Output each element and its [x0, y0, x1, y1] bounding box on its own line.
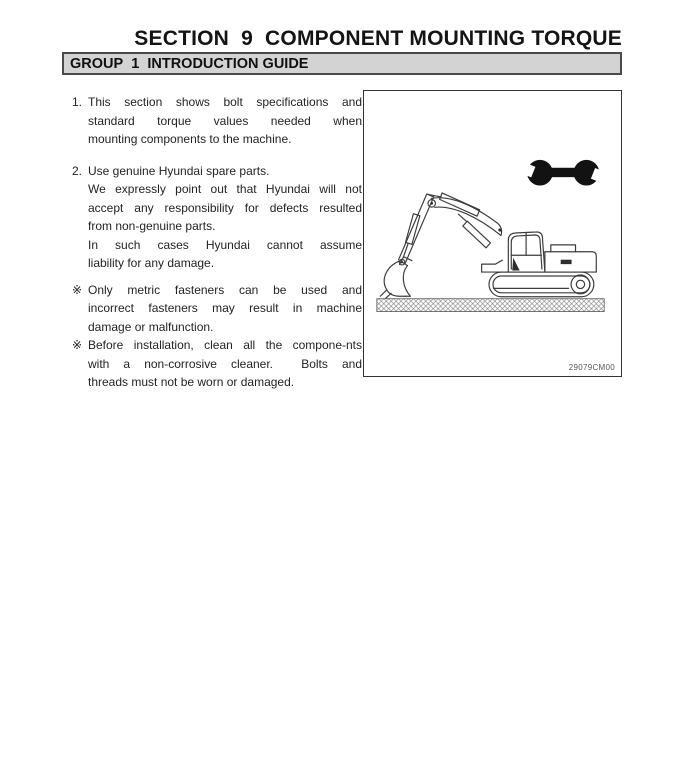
- wrench-icon: [512, 159, 614, 186]
- text-line: from non-genuine parts.: [88, 219, 216, 233]
- note-paragraph-1: [72, 281, 362, 337]
- list-marker: 1.: [72, 95, 83, 109]
- text-line: mounting components to the machine.: [88, 132, 292, 146]
- text-line: This section shows bolt specifications and: [88, 95, 362, 109]
- reference-mark: ※: [72, 282, 83, 297]
- page-title: SECTION 9 COMPONENT MOUNTING TORQUE: [134, 27, 622, 50]
- figure-code: 29079CM00: [568, 363, 615, 372]
- paragraph-1: [72, 93, 362, 149]
- text-line: with a non-corrosive cleaner. Bolts and: [88, 356, 362, 371]
- ground-hatch: [377, 299, 604, 312]
- text-line: We expressly point out that Hyundai will not: [88, 182, 362, 196]
- text-line: Before installation, clean all the compone-nts: [88, 338, 362, 352]
- text-line: liability for any damage.: [88, 256, 215, 270]
- list-marker: 2.: [72, 163, 83, 178]
- text-line: In such cases Hyundai cannot assume: [88, 237, 362, 252]
- text-line: accept any responsibility for defects resulted: [88, 200, 362, 215]
- group-header-label: GROUP 1 INTRODUCTION GUIDE: [70, 55, 309, 72]
- figure-box: [363, 90, 622, 377]
- text-line: incorrect fasteners may result in machine: [88, 301, 362, 315]
- text-line: threads must not be worn or damaged.: [88, 375, 295, 389]
- note-paragraph-2: [72, 336, 362, 392]
- text-line: Use genuine Hyundai spare parts.: [88, 163, 270, 178]
- text-line: damage or malfunction.: [88, 319, 214, 334]
- excavator-line-drawing: [364, 91, 620, 375]
- group-header-bar: [62, 52, 622, 75]
- text-line: Only metric fasteners can be used and: [88, 282, 362, 297]
- body-text-column: [72, 93, 362, 392]
- text-line: standard torque values needed when: [88, 113, 362, 128]
- paragraph-2: [72, 162, 362, 273]
- reference-mark: ※: [72, 338, 83, 352]
